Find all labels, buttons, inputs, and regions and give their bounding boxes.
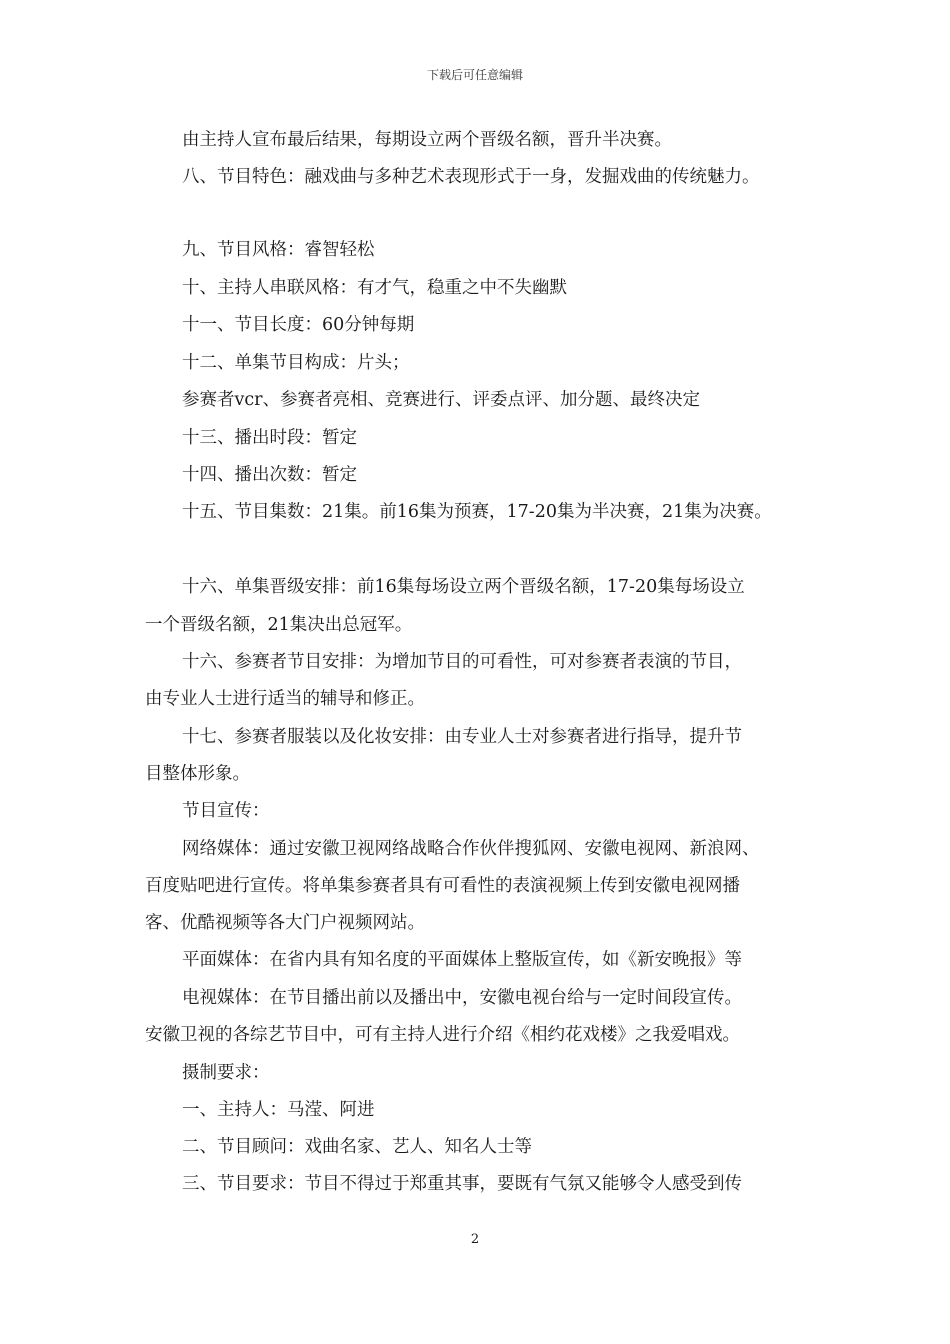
text-line: 百度贴吧进行宣传。将单集参赛者具有可看性的表演视频上传到安徽电视网播 <box>145 876 740 896</box>
text-line: 电视媒体：在节目播出前以及播出中，安徽电视台给与一定时间段宣传。 <box>182 988 742 1008</box>
text-line: 一个晋级名额，21集决出总冠军。 <box>145 615 413 635</box>
text-line: 摄制要求： <box>182 1063 270 1083</box>
text-line: 八、节目特色：融戏曲与多种艺术表现形式于一身，发掘戏曲的传统魅力。 <box>182 167 760 187</box>
text-line: 十四、播出次数：暂定 <box>182 465 357 485</box>
text-line: 网络媒体：通过安徽卫视网络战略合作伙伴搜狐网、安徽电视网、新浪网、 <box>182 839 760 859</box>
text-line: 十六、参赛者节目安排：为增加节目的可看性，可对参赛者表演的节目， <box>182 652 742 672</box>
text-line: 二、节目顾问：戏曲名家、艺人、知名人士等 <box>182 1137 532 1157</box>
text-line: 十、主持人串联风格：有才气，稳重之中不失幽默 <box>182 278 567 298</box>
text-line: 九、节目风格：睿智轻松 <box>182 240 375 260</box>
text-line: 目整体形象。 <box>145 764 250 784</box>
text-line: 平面媒体：在省内具有知名度的平面媒体上整版宣传，如《新安晚报》等 <box>182 950 742 970</box>
text-line: 一、主持人：马滢、阿进 <box>182 1100 375 1120</box>
text-line: 客、优酷视频等各大门户视频网站。 <box>145 913 425 933</box>
text-line: 十一、节目长度：60分钟每期 <box>182 315 415 335</box>
text-line: 节目宣传： <box>182 801 270 821</box>
text-line: 三、节目要求：节目不得过于郑重其事，要既有气氛又能够令人感受到传 <box>182 1174 742 1194</box>
text-line: 安徽卫视的各综艺节目中，可有主持人进行介绍《相约花戏楼》之我爱唱戏。 <box>145 1025 740 1045</box>
text-line: 十二、单集节目构成：片头； <box>182 353 410 373</box>
text-line: 由专业人士进行适当的辅导和修正。 <box>145 689 425 709</box>
text-line: 十七、参赛者服装以及化妆安排：由专业人士对参赛者进行指导，提升节 <box>182 727 742 747</box>
page-header: 下载后可任意编辑 <box>426 68 523 82</box>
page-number: 2 <box>470 1232 480 1247</box>
text-line: 参赛者vcr、参赛者亮相、竞赛进行、评委点评、加分题、最终决定 <box>182 390 701 410</box>
text-line: 十三、播出时段：暂定 <box>182 428 357 448</box>
text-line: 十六、单集晋级安排：前16集每场设立两个晋级名额，17-20集每场设立 <box>182 577 745 597</box>
text-line: 由主持人宣布最后结果，每期设立两个晋级名额，晋升半决赛。 <box>182 130 672 150</box>
text-line: 十五、节目集数：21集。前16集为预赛，17-20集为半决赛，21集为决赛。 <box>182 502 772 522</box>
